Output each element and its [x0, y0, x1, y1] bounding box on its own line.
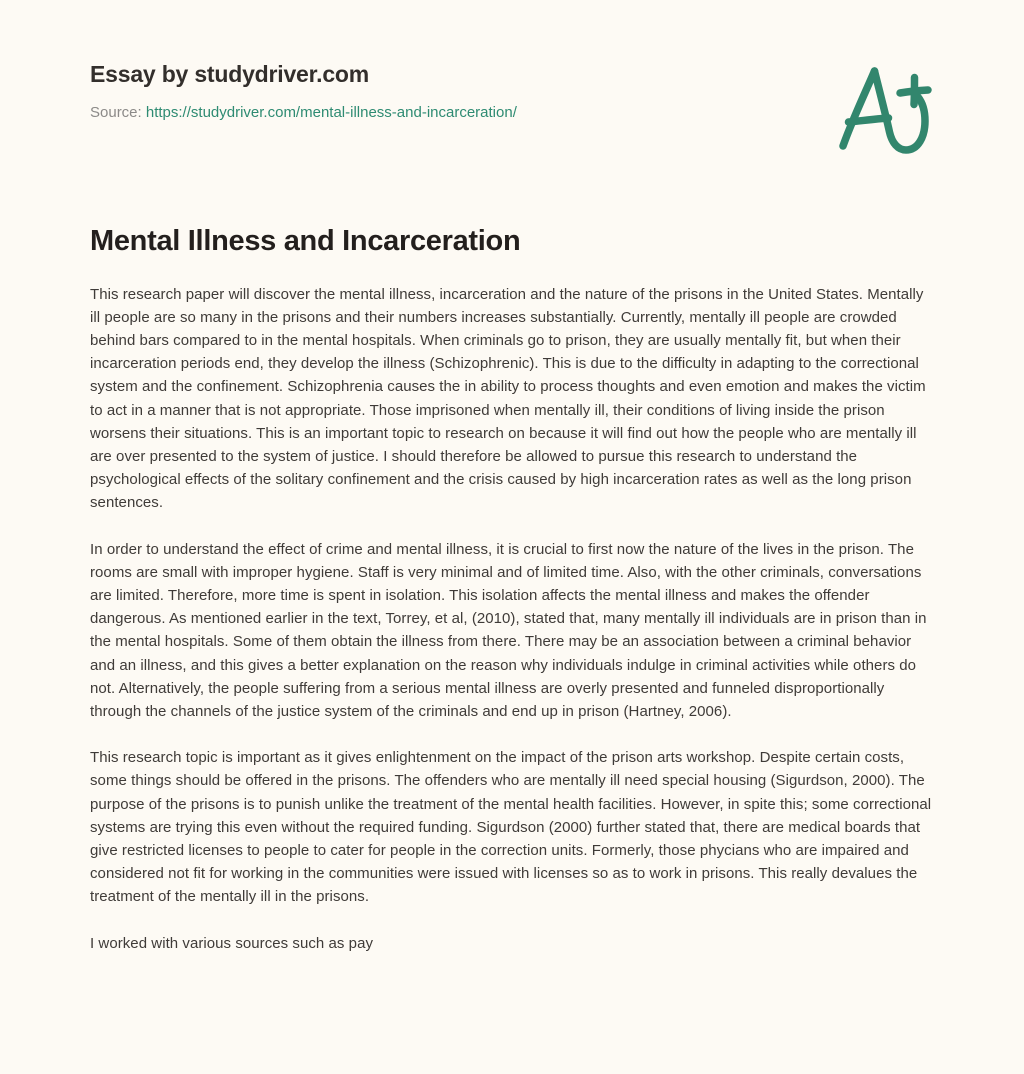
source-label: Source:: [90, 104, 142, 122]
site-heading: Essay by studydriver.com: [90, 61, 370, 87]
studydriver-logo[interactable]: [826, 58, 946, 166]
page-header: [0, 0, 1024, 122]
page-title: Mental Illness and Incarceration: [90, 225, 521, 258]
a-plus-icon: [826, 58, 946, 166]
paragraph: This research paper will discover the mental illness, incarceration and the nature of the prisons in the United States. Mentally ill people are so many in the prisons and their numbers increases substantially. Currently, mentally ill people are crowded behind bars compared to in the mental hospitals. When criminals go to prison, they are usually mentally fit, but when their incarceration periods end, they develop the illness (Schizophrenic). This is due to the difficulty in adapting to the correctional system and the confinement. Schizophrenia causes the in ability to process thoughts and even emotion and makes the victim to act in a manner that is not appropriate. Those imprisoned when mentally ill, their conditions of living inside the prison worsens their situations. This is an important topic to research on because it will find out how the people who are mentally ill are over presented to the system of justice. I should therefore be allowed to pursue this research to understand the psychological effects of the solitary confinement and the crisis caused by high incarceration rates as well as the long prison sentences.: [90, 285, 926, 512]
paragraph: In order to understand the effect of crime and mental illness, it is crucial to first now the nature of the lives in the prison. The rooms are small with improper hygiene. Staff is very minimal and of limited time. Also, with the other criminals, conversations are limited. Therefore, more time is spent in isolation. This isolation affects the mental illness and makes the offender dangerous. As mentioned earlier in the text, Torrey, et al, (2010), stated that, many mentally ill individuals are in prison than in the mental hospitals. Some of them obtain the illness from there. There may be an association between a criminal behavior and an illness, and this gives a better explanation on the reason why individuals indulge in criminal activities while others do not. Alternatively, the people suffering from a serious mental illness are overly presented and funneled disproportionally through the channels of the justice system of the criminals and end up in prison (Hartney, 2006).: [90, 540, 927, 720]
paragraph: I worked with various sources such as pay: [90, 934, 374, 952]
article: [0, 122, 1024, 955]
source-url-link[interactable]: https://studydriver.com/mental-illness-and-incarceration/: [145, 104, 517, 122]
paragraph: This research topic is important as it gives enlightenment on the impact of the prison arts workshop. Despite certain costs, some things should be offered in the prisons. The offenders who are mentally ill need special housing (Sigurdson, 2000). The purpose of the prisons is to punish unlike the treatment of the mental health facilities. However, in spite this; some correctional systems are trying this even without the required funding. Sigurdson (2000) further stated that, there are medical boards that give restricted licenses to people to cater for people in the correction units. Formerly, those phycians who are impaired and considered not fit for working in the communities were issued with licenses so as to work in prisons. This really devalues the treatment of the mentally ill in the prisons.: [90, 749, 932, 906]
source-line: [90, 104, 934, 122]
article-body: [90, 260, 934, 955]
